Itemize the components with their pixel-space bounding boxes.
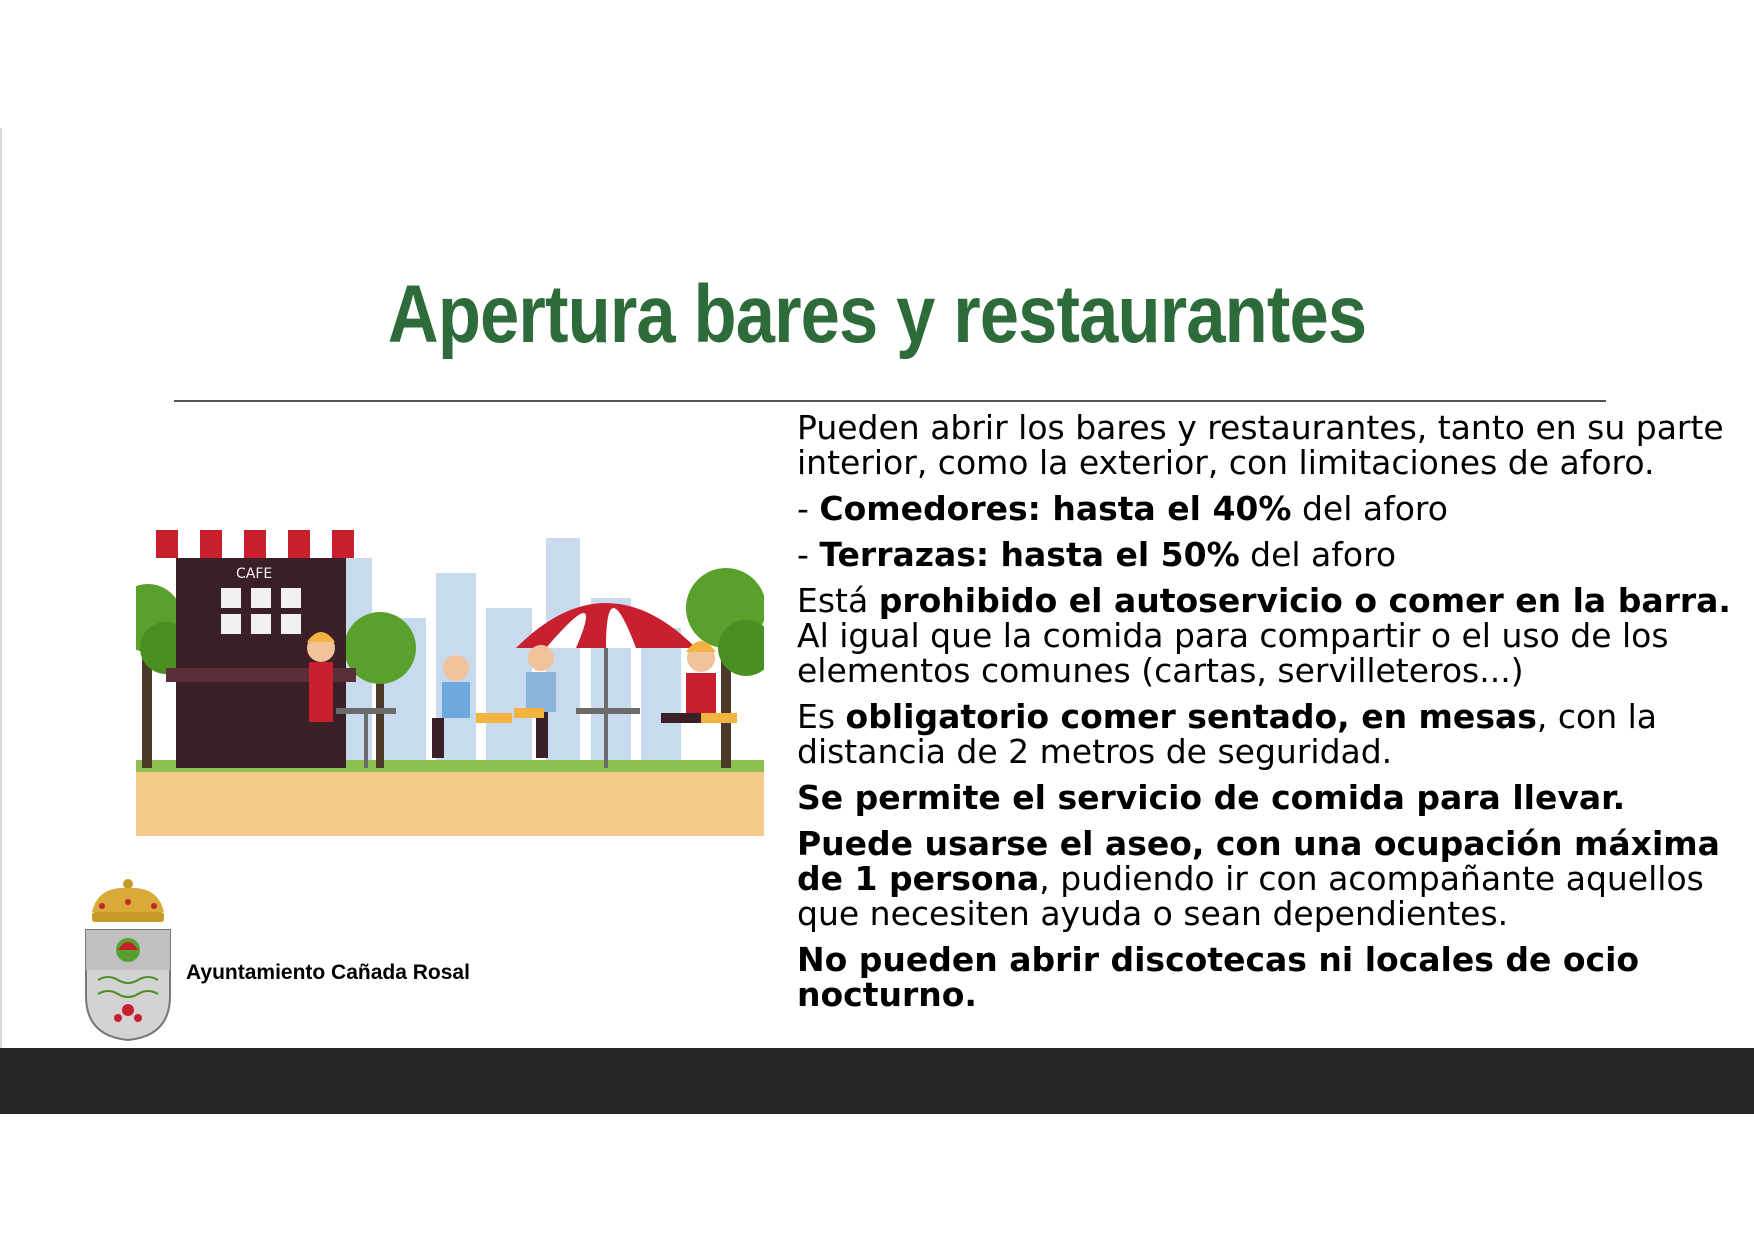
sentado-paragraph: Es obligatorio comer sentado, en mesas, con la distancia de 2 metros de seguridad. — [797, 697, 1657, 771]
autoservicio-paragraph: Está prohibido el autoservicio o comer en la barra. Al igual que la comida para compartir o el uso de los elementos comunes (cartas, servilleteros...) — [797, 581, 1731, 690]
terrazas-item: - Terrazas: hasta el 50% del aforo — [797, 535, 1397, 574]
cafe-kiosk-icon — [156, 530, 376, 768]
intro-paragraph: Pueden abrir los bares y restaurantes, tanto en su parte interior, como la exterior, con limitaciones de aforo. — [797, 408, 1724, 482]
cafe-illustration — [136, 518, 764, 836]
discotecas-paragraph: No pueden abrir discotecas ni locales de ocio nocturno. — [797, 940, 1640, 1014]
comedores-item: - Comedores: hasta el 40% del aforo — [797, 489, 1448, 528]
footer-bar — [0, 1048, 1754, 1114]
slide-title: Apertura bares y restaurantes — [387, 269, 1367, 360]
aseo-paragraph: Puede usarse el aseo, con una ocupación máxima de 1 persona, pudiendo ir con acompañante aquellos que necesiten ayuda o sean dependientes. — [797, 824, 1720, 933]
organization-name: Ayuntamiento Cañada Rosal — [186, 961, 470, 984]
cafe-sign: CAFE — [236, 566, 273, 582]
crown-icon — [92, 879, 164, 922]
shield-icon — [86, 930, 170, 1040]
coat-of-arms-logo — [78, 876, 178, 1046]
slide-edge — [0, 128, 2, 1048]
body-text — [797, 410, 1737, 1023]
llevar-paragraph: Se permite el servicio de comida para llevar. — [797, 778, 1626, 817]
title-divider — [174, 400, 1606, 402]
